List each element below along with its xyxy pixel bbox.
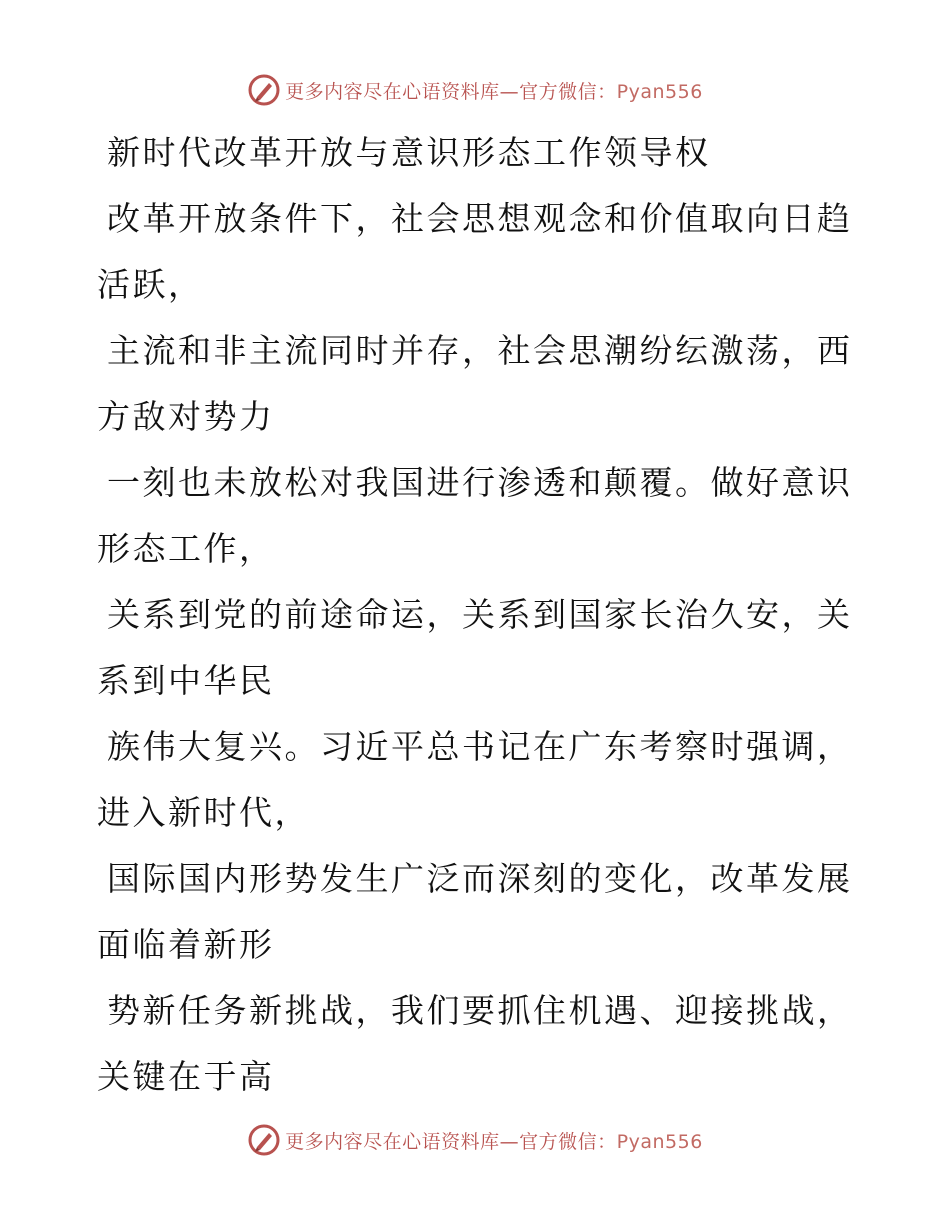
paragraph-line: 族伟大复兴。习近平总书记在广东考察时强调， — [107, 727, 853, 766]
paragraph-line: 进入新时代， — [97, 793, 310, 832]
footer-watermark — [0, 1120, 950, 1160]
header-watermark — [0, 70, 950, 110]
paragraph-line: 关系到党的前途命运，关系到国家长治久安，关 — [107, 595, 853, 634]
pen-logo-icon — [247, 1123, 281, 1157]
wechat-id: Pyan556 — [616, 80, 703, 103]
paragraph-line: 系到中华民 — [97, 661, 275, 700]
document-title: 新时代改革开放与意识形态工作领导权 — [107, 133, 711, 172]
paragraph-line: 活跃， — [97, 265, 204, 304]
paragraph-line: 一刻也未放松对我国进行渗透和颠覆。做好意识 — [107, 463, 853, 502]
paragraph-line: 方敌对势力 — [97, 397, 275, 436]
paragraph-line: 形态工作， — [97, 529, 275, 568]
paragraph-line: 主流和非主流同时并存，社会思潮纷纭激荡，西 — [107, 331, 853, 370]
watermark-text: 更多内容尽在心语资料库—官方微信：Pyan556 — [285, 1130, 703, 1153]
paragraph-line: 国际国内形势发生广泛而深刻的变化，改革发展 — [107, 859, 853, 898]
paragraph-line: 势新任务新挑战，我们要抓住机遇、迎接挑战， — [107, 991, 853, 1030]
wechat-id: Pyan556 — [616, 1130, 703, 1153]
paragraph-line: 改革开放条件下，社会思想观念和价值取向日趋 — [107, 199, 853, 238]
document-body — [97, 120, 853, 1110]
pen-logo-icon — [247, 73, 281, 107]
paragraph-line: 面临着新形 — [97, 925, 275, 964]
paragraph-line: 关键在于高 — [97, 1057, 275, 1096]
watermark-text: 更多内容尽在心语资料库—官方微信：Pyan556 — [285, 80, 703, 103]
